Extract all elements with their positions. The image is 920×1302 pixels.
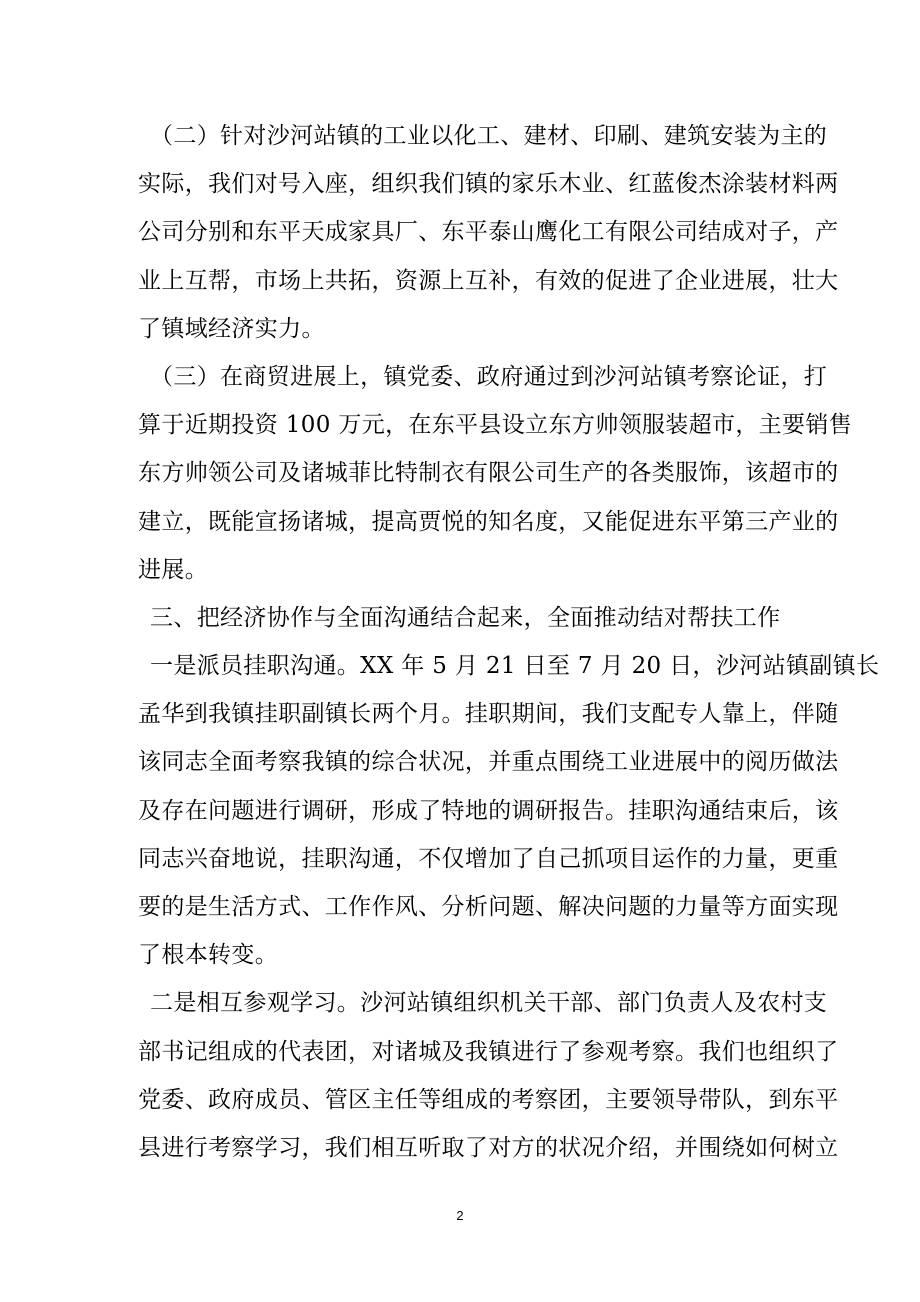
paragraph-2-line-5: 进展。: [138, 556, 209, 583]
paragraph-5-line-2: 部书记组成的代表团，对诸城及我镇进行了参观考察。我们也组织了: [138, 1038, 839, 1065]
paragraph-5-line-4: 县进行考察学习，我们相互听取了对方的状况介绍，并围绕如何树立: [138, 1134, 839, 1161]
paragraph-4-line-4: 及存在问题进行调研，形成了特地的调研报告。挂职沟通结束后，该: [138, 797, 839, 824]
paragraph-4-line-2: 孟华到我镇挂职副镇长两个月。挂职期间，我们支配专人靠上，伴随: [138, 701, 839, 728]
paragraph-2-line-1: （三）在商贸进展上，镇党委、政府通过到沙河站镇考察论证，打: [150, 363, 828, 390]
paragraph-4-line-3: 该同志全面考察我镇的综合状况，并重点围绕工业进展中的阅历做法: [138, 749, 839, 776]
page-number: 2: [456, 1208, 464, 1223]
paragraph-1-line-5: 了镇域经济实力。: [138, 315, 325, 342]
section-heading: 三、把经济协作与全面沟通结合起来，全面推动结对帮扶工作: [150, 604, 781, 631]
paragraph-4-line-7: 了根本转变。: [138, 942, 279, 969]
paragraph-5-line-1: 二是相互参观学习。沙河站镇组织机关干部、部门负责人及农村支: [150, 990, 828, 1017]
paragraph-4-line-6: 要的是生活方式、工作作风、分析问题、解决问题的力量等方面实现: [138, 894, 839, 920]
paragraph-1-line-1: （二）针对沙河站镇的工业以化工、建材、印刷、建筑安装为主的: [150, 123, 828, 149]
paragraph-2-line-3: 东方帅领公司及诸城菲比特制衣有限公司生产的各类服饰，该超市的: [138, 460, 839, 487]
document-body: [138, 112, 880, 1172]
paragraph-1-line-2: 实际，我们对号入座，组织我们镇的家乐木业、红蓝俊杰涂装材料两: [138, 171, 839, 198]
paragraph-4-line-5: 同志兴奋地说，挂职沟通，不仅增加了自己抓项目运作的力量，更重: [138, 845, 839, 872]
paragraph-5-line-3: 党委、政府成员、管区主任等组成的考察团，主要领导带队，到东平: [138, 1086, 839, 1113]
paragraph-1-line-4: 业上互帮，市场上共拓，资源上互补，有效的促进了企业进展，壮大: [138, 267, 839, 294]
paragraph-2-line-4: 建立，既能宣扬诸城，提高贾悦的知名度，又能促进东平第三产业的: [138, 508, 839, 535]
paragraph-4-line-1: 一是派员挂职沟通。XX 年 5 月 21 日至 7 月 20 日，沙河站镇副镇长: [150, 653, 880, 680]
paragraph-2-line-2: 算于近期投资 100 万元，在东平县设立东方帅领服装超市，主要销售: [138, 412, 853, 439]
paragraph-1-line-3: 公司分别和东平天成家具厂、东平泰山鹰化工有限公司结成对子，产: [138, 219, 839, 246]
